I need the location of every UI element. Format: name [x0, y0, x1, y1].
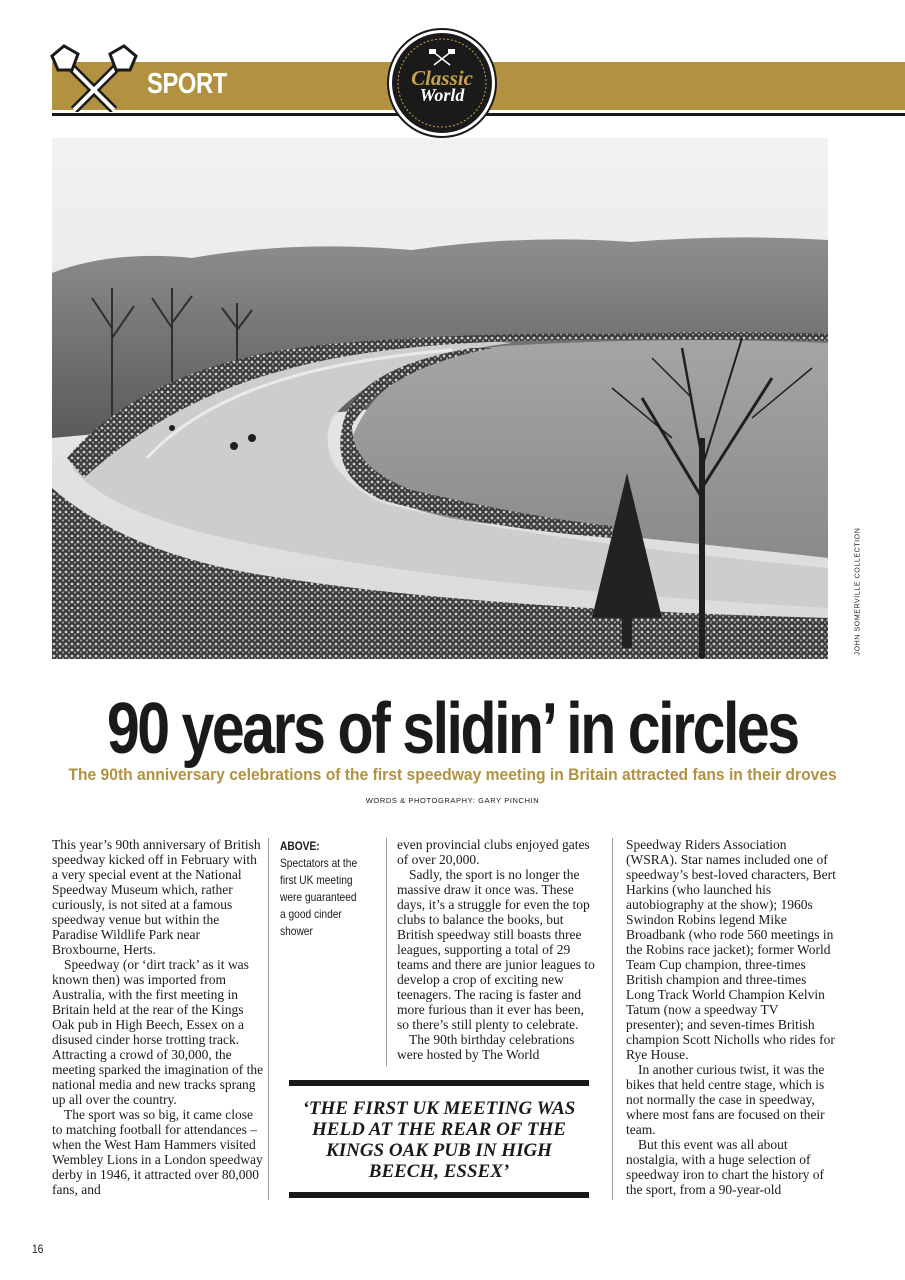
- body-column-4: [626, 837, 836, 1197]
- pull-quote: ‘THE FIRST UK MEETING WAS HELD AT THE REAR OF THE KINGS OAK PUB IN HIGH BEECH, ESSEX’: [302, 1098, 576, 1182]
- logo-classic-text: Classic: [411, 66, 473, 90]
- body-column-1: [52, 837, 264, 1197]
- paragraph: even provincial clubs enjoyed gates of over 20,000.: [397, 837, 590, 867]
- pull-quote-rule-bottom: [289, 1192, 589, 1198]
- byline: WORDS & PHOTOGRAPHY: GARY PINCHIN: [365, 796, 540, 805]
- column-divider: [268, 838, 269, 1200]
- speedway-photo: [52, 138, 828, 659]
- column-divider: [612, 838, 613, 1200]
- paragraph: Speedway Riders Association (WSRA). Star names included one of speedway’s best-loved characters, Bert Harkins (who launched his autobiography at the show); 1960s Swindon Robins legend Mike Broadbank (who rode 560 meetings in the Robins race jacket); former World Team Cup champion, three-times British champion and three-times Long Track World Champion Kelvin Tatum (now a speedway TV presenter); and seven-times British champion Scott Nicholls who rides for Rye House.: [626, 837, 836, 1062]
- page-number: 16: [32, 1242, 44, 1256]
- paragraph: Sadly, the sport is no longer the massive draw it once was. These days, it’s a struggle for even the top clubs to balance the books, but British speedway still boasts three leagues, supporting a total of 29 teams and there are junior leagues to develop a crop of exciting new teenagers. The racing is faster and more furious than it ever has been, so there’s still plenty to celebrate.: [397, 867, 595, 1032]
- paragraph: This year’s 90th anniversary of British speedway kicked off in February with a very special event at the National Speedway Museum which, rather curiously, is not sited at a famous speedway venue but within the Paradise Wildlife Park near Broxbourne, Herts.: [52, 837, 261, 957]
- column-divider: [386, 838, 387, 1066]
- section-label: SPORT: [147, 68, 227, 100]
- standfirst-text: The 90th anniversary celebrations of the first speedway meeting in Britain attracted fans in their droves: [68, 765, 837, 784]
- headline: [0, 688, 905, 770]
- photo-caption: [280, 838, 365, 940]
- paragraph: Speedway (or ‘dirt track’ as it was known then) was imported from Australia, with the first meeting in Britain held at the rear of the Kings Oak pub in High Beech, Essex on a disused cinder horse trotting track. Attracting a crowd of 30,000, the meeting sparked the imagination of the national media and new tracks sprang up all over the country.: [52, 957, 264, 1107]
- pull-quote-rule-top: [289, 1080, 589, 1086]
- paragraph: The sport was so big, it came close to matching football for attendances – when the West Ham Hammers visited Wembley Lions in a London speedway derby in 1946, it attracted over 80,000 fans, and: [52, 1107, 263, 1197]
- standfirst: [0, 765, 905, 785]
- paragraph: In another curious twist, it was the bikes that held centre stage, which is not normally the case in speedway, where most fans are focused on their team.: [626, 1062, 825, 1137]
- classic-world-logo: [389, 30, 495, 136]
- paragraph: The 90th birthday celebrations were hosted by The World: [397, 1032, 575, 1062]
- caption-lead: ABOVE:: [280, 839, 320, 853]
- headline-text: 90 years of slidin’ in circles: [107, 689, 798, 769]
- caption-text: Spectators at the first UK meeting were guaranteed a good cinder shower: [280, 856, 358, 938]
- logo-world-text: World: [419, 85, 465, 105]
- photo-credit-text: JOHN SOMERVILLE COLLECTION: [854, 527, 862, 656]
- photo-credit: [846, 527, 862, 658]
- body-column-3: [397, 837, 597, 1062]
- crossed-flags-icon: [44, 40, 144, 112]
- paragraph: But this event was all about nostalgia, with a huge selection of speedway iron to chart the history of the sport, from a 90-year-old: [626, 1137, 824, 1197]
